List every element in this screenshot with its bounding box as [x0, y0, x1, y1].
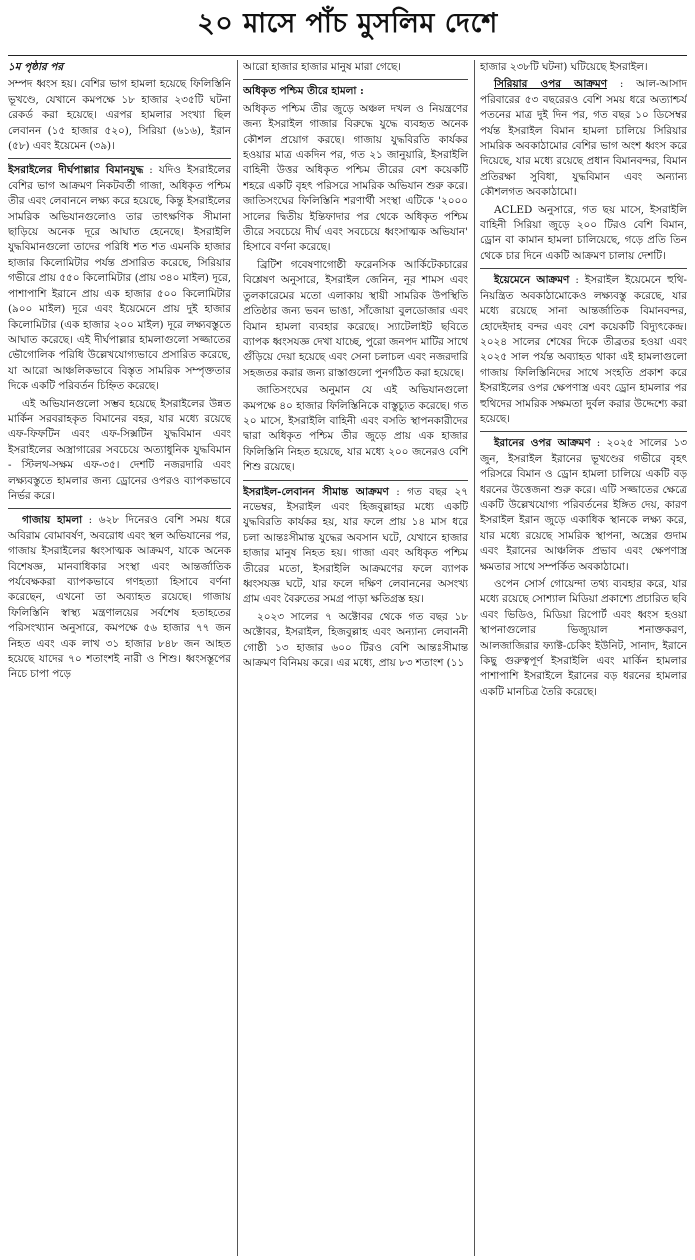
subheading: ইরানের ওপর আক্রমণ [494, 437, 591, 450]
paragraph: হাজার ২৩৮টি ঘটনা) ঘটিয়েছে ইসরাইল। [480, 61, 648, 73]
article-column-2 [243, 60, 468, 1256]
column-divider [474, 60, 475, 1256]
subheading: ইসরাইল-লেবানন সীমান্ত আক্রমণ [243, 485, 389, 498]
paragraph: এই অভিযানগুলো সম্ভব হয়েছে ইসরাইলের উন্নত মার্কিন সরবরাহকৃত বিমানের বহর, যার মধ্যে রয়েছে এফ-ফিফটিন এবং এফ-সিক্সটিন যুদ্ধবিমান এবং ইসরাইলের অস্ত্রাগারের সবচেয়ে অত্যাধুনিক যুদ্ধবিমান - স্টিলথ-সক্ষম এফ-৩৫। দেশটি নজরদারি এবং লক্ষ্যবস্তুতে হামলার জন্য ড্রোনের ওপরও ব্যাপকভাবে নির্ভর করে। [8, 397, 231, 502]
paragraph: ইসরাইলের দীর্ঘপাল্লার বিমানযুদ্ধ : যদিও ইসরাইলের বেশির ভাগ আক্রমণ নিকটবর্তী গাজা, অধিকৃত পশ্চিম তীর এবং লেবাননে লক্ষ্য করে হয়েছে, কিন্তু ইসরাইলের সামরিক অভিযানগুলোও তার তাৎক্ষণিক সীমানা ছাড়িয়ে অনেক দূরে আঘাত হেনেছে। ইসরাইলি যুদ্ধবিমানগুলো তাদের পরিধি শত শত এমনকি হাজার হাজার কিলোমিটার পর্যন্ত প্রসারিত করেছে, সিরিয়ার গভীরে প্রায় ৫৫০ কিলোমিটার (প্রায় ৩৪০ মাইল) দূরে, পাশাপাশি ইরানে প্রায় এক হাজার ৫০০ কিলোমিটার (৯০০ মাইল) দূরে এবং ইয়েমেনে প্রায় দুই হাজার কিলোমিটার (এক হাজার ২০০ মাইল) দূরে লক্ষ্যবস্তুতে আঘাত করেছে। এই দীর্ঘপাল্লার হামলাগুলো সজ্জাতের ভৌগোলিক পরিধি উল্লেখযোগ্যভাবে প্রসারিত করেছে, যা আরো আঞ্চলিকভাবে বিস্তৃত সামরিক সম্পৃক্ততার দিকে একটি পরিবর্তন চিহ্নিত করেছে। [8, 164, 231, 393]
paragraph: জাতিসংঘের অনুমান যে এই অভিযানগুলো কমপক্ষে ৪০ হাজার ফিলিস্তিনিকে বাস্তুচ্যুত করেছে। গত ২০ মাসে, ইসরাইলি বাহিনী এবং বসতি স্থাপনকারীদের দ্বারা অধিকৃত পশ্চিম তীর জুড়ে প্রায় এক হাজার ফিলিস্তিনি নিহত হয়েছে, যার মধ্যে ২০০ জনেরও বেশি শিশু রয়েছে। [243, 384, 468, 474]
subheading: ইয়েমেনে আক্রমণ [494, 274, 570, 287]
paragraph: ইরানের ওপর আক্রমণ : ২০২৫ সালের ১৩ জুন, ইসরাইল ইরানের ভূখণ্ডের গভীরে বৃহৎ পরিসরে বিমান ও ড্রোন হামলা চালিয়ে একটি বড় ধরনের উত্তেজনা শুরু করে। এটি সজ্জাতের ক্ষেত্রে একটি উল্লেখযোগ্য পরিবর্তনের ইঙ্গিত দেয়, কারণ ইসরাইল ইরান জুড়ে একাধিক স্থানকে লক্ষ্য করে, যার মধ্যে রয়েছে সামরিক স্থাপনা, অস্ত্রের গুদাম এবং ইরানের আঞ্চলিক প্রভাব এবং ক্ষেপণাস্ত্র ক্ষমতার সাথে সম্পর্কিত অবকাঠামো। [480, 437, 687, 573]
section-rule [480, 431, 687, 432]
column-divider [237, 60, 238, 1256]
headline: ২০ মাসে পাঁচ মুসলিম দেশে [197, 8, 498, 39]
subheading: ইসরাইলের দীর্ঘপাল্লার বিমানযুদ্ধ [8, 164, 144, 177]
subheading: সিরিয়ার ওপর আক্রমণ [494, 78, 607, 91]
paragraph: ইয়েমেনে আক্রমণ : ইসরাইল ইয়েমেনে হুথি-নিয়ন্ত্রিত অবকাঠামোকেও লক্ষ্যবস্তু করেছে, যার মধ্যে রয়েছে সানা আন্তর্জাতিক বিমানবন্দর, হোদেইদাহ বন্দর এবং বেশ কয়েকটি বিদ্যুৎকেন্দ্র। ২০২৪ সালের শেষের দিকে তীব্রতর হওয়া এবং ২০২৫ সাল পর্যন্ত অব্যাহত থাকা এই হামলাগুলো গাজায় ফিলিস্তিনিদের সাথে সংহতি প্রকাশ করে ইসরাইলের ওপর ক্ষেপণাস্ত্র এবং ড্রোন হামলার পর হুথিদের সামরিক সক্ষমতা দুর্বল করার উদ্দেশ্যে করা হয়েছে। [480, 274, 687, 425]
section-rule [243, 480, 468, 481]
article-column-1 [8, 60, 231, 1256]
paragraph: সম্পদ ধ্বংস হয়। বেশির ভাগ হামলা হয়েছে ফিলিস্তিনি ভূখণ্ডে, যেখানে কমপক্ষে ১৮ হাজার ২৩৫টি ঘটনা রেকর্ড করা হয়েছে। এরপর হামলার সংখ্যা ছিল লেবানন (১৫ হাজার ৫২০), সিরিয়া (৬১৬), ইরান (৫৮) এবং ইয়েমেন (৩৯)। [8, 78, 231, 153]
headline-rule [8, 55, 687, 56]
paragraph: ইসরাইল-লেবানন সীমান্ত আক্রমণ : গত বছর ২৭ নভেম্বর, ইসরাইল এবং হিজবুল্লাহর মধ্যে একটি যুদ্ধবিরতি কার্যকর হয়, যার ফলে প্রায় ১৪ মাস ধরে চলা আন্তঃসীমান্ত যুদ্ধের অবসান ঘটে, যেখানে হাজার হাজার মানুষ নিহত হয়। গাজা এবং অধিকৃত পশ্চিম তীরের মতো, ইসরাইলি আক্রমণের ফলে ব্যাপক ধ্বংসযজ্ঞ ঘটে, যার ফলে দক্ষিণ লেবাননের অসংখ্য গ্রাম এবং বৈরুতের সমগ্র পাড়া ক্ষতিগ্রস্ত হয়। [243, 485, 468, 606]
section-rule [8, 508, 231, 509]
section-rule [480, 268, 687, 269]
subheading: গাজায় হামলা [22, 514, 83, 527]
paragraph: ২০২৩ সালের ৭ অক্টোবর থেকে গত বছর ১৮ অক্টোবর, ইসরাইল, হিজবুল্লাহ এবং অন্যান্য লেবাননী গোষ্ঠী ১৩ হাজার ৬০০ টিরও বেশি আন্তঃসীমান্ত আক্রমণ বিনিময় করে। এর মধ্যে, প্রায় ৮৩ শতাংশ (১১ [243, 610, 468, 670]
paragraph: ওপেন সোর্স গোয়েন্দা তথ্য ব্যবহার করে, যার মধ্যে রয়েছে সোশ্যাল মিডিয়া প্রকাশ্যে প্রচারিত ছবি এবং ভিডিও, মিডিয়া রিপোর্ট এবং ধ্বংস হওয়া স্থাপনাগুলোর ভিজ্যুয়াল শনাক্তকরণ, আলজাজিরার ফ্যাক্ট-চেকিং ইউনিট, সানাদ, ইরানে কিছু গুরুত্বপূর্ণ ইসরাইলি এবং মার্কিন হামলার পাশাপাশি ইসরাইলে ইরানের বড় ধরনের হামলার একটি মানচিত্র তৈরি করেছে। [480, 578, 687, 698]
subheading: অধিকৃত পশ্চিম তীরে হামলা : [243, 85, 364, 98]
paragraph: ব্রিটিশ গবেষণাগোষ্ঠী ফরেনসিক আর্কিটেকচারের বিশ্লেষণ অনুসারে, ইসরাইল জেনিন, নূর শামস এবং তুলকারেমের মতো এলাকায় স্থায়ী সামরিক উপস্থিতি প্রতিষ্ঠার জন্য ভবন ভাঙা, সাঁজোয়া বুলডোজার এবং বিমান হামলা ব্যবহার করেছে। স্যাটেলাইট ছবিতে ব্যাপক ধ্বংসযজ্ঞ দেখা যাচ্ছে, পুরো জনপদ মাটির সাথে গুঁড়িয়ে দেয়া হয়েছে এবং সেনা চলাচল এবং নজরদারি সহজতর করার জন্য রাস্তাগুলো পুনর্গঠিত করা হয়েছে। [243, 258, 468, 379]
paragraph: আরো হাজার হাজার মানুষ মারা গেছে। [243, 61, 401, 73]
section-rule [8, 158, 231, 159]
paragraph: সিরিয়ার ওপর আক্রমণ : আল-আসাদ পরিবারের ৫৩ বছরেরও বেশি সময় ধরে অত্যাশ্চর্য পতনের মাত্র দুই দিন পর, গত বছর ১০ ডিসেম্বর পর্যন্ত ইসরাইল বিমান হামলা চালিয়ে সিরিয়ার সামরিক অবকাঠামোর বেশির ভাগ অংশ ধ্বংস করে দিয়েছে, যার মধ্যে রয়েছে প্রধান বিমানবন্দর, বিমান প্রতিরক্ষা সুবিধা, যুদ্ধবিমান এবং অন্যান্য কৌশলগত অবকাঠামো। [480, 78, 687, 199]
paragraph: ACLED অনুসারে, গত ছয় মাসে, ইসরাইলি বাহিনী সিরিয়া জুড়ে ২০০ টিরও বেশি বিমান, ড্রোন বা কামান হামলা চালিয়েছে, গড়ে প্রতি তিন থেকে চার দিনে একটি আক্রমণ চালায় দেশটি। [480, 203, 687, 262]
paragraph: গাজায় হামলা : ৬২৮ দিনেরও বেশি সময় ধরে অবিরাম বোমাবর্ষণ, অবরোধ এবং স্থল অভিযানের পর, গাজায় ইসরাইলের ধ্বংসাত্মক আক্রমণ, যাকে অনেক বিশেষজ্ঞ, মানবাধিকার সংস্থা এবং আন্তর্জাতিক পর্যবেক্ষকরা ব্যাপকভাবে গণহত্যা হিসাবে বর্ণনা করেছেন, এখনো তা অব্যাহত রয়েছে। গাজায় ফিলিস্তিনি স্বাস্থ্য মন্ত্রণালয়ের সর্বশেষ হতাহতের পরিসংখ্যান অনুসারে, কমপক্ষে ৫৬ হাজার ৭৭ জন নিহত এবং এক লাখ ৩১ হাজার ৮৪৮ জন আহত হয়েছে যাদের ৭০ শতাংশই নারী ও শিশু। ধ্বংসস্তূপের নিচে চাপা পড়ে [8, 514, 231, 681]
section-rule [243, 79, 468, 80]
continuation-kicker: ১ম পৃষ্ঠার পর [8, 61, 64, 73]
paragraph: অধিকৃত পশ্চিম তীর জুড়ে অঞ্চল দখল ও নিয়ন্ত্রণের জন্য ইসরাইল গাজার বিরুদ্ধে যুদ্ধে ব্যবহৃত অনেক কৌশল প্রয়োগ করছে। গাজায় যুদ্ধবিরতি কার্যকর হওয়ার মাত্র একদিন পর, গত ২১ জানুয়ারি, ইসরাইলি বাহিনী উত্তর অধিকৃত পশ্চিম তীরের বেশ কয়েকটি শহরে একটি বৃহৎ পরিসরে সামরিক অভিযান শুরু করে। জাতিসংঘের ফিলিস্তিনি শরণার্থী সংস্থা এটিকে '২০০০ সালের দ্বিতীয় ইন্তিফাদার পর থেকে অধিকৃত পশ্চিম তীরে সবচেয়ে দীর্ঘ এবং সবচেয়ে ধ্বংসাত্মক অভিযান' হিসাবে বর্ণনা করেছে। [243, 102, 468, 254]
article-column-3 [480, 60, 687, 1256]
